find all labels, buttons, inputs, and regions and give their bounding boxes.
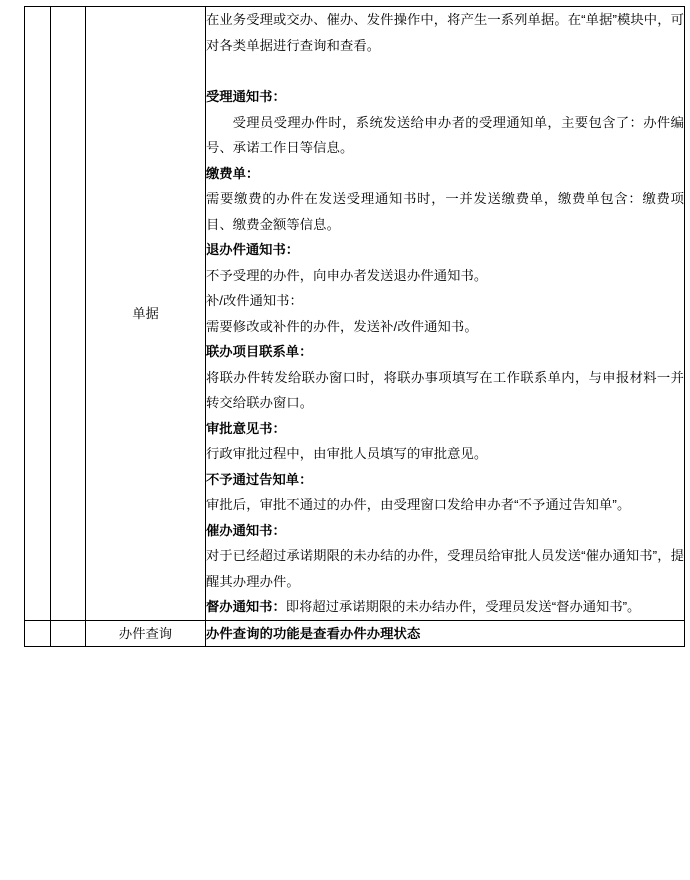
heading-acceptance-notice: 受理通知书： (206, 89, 286, 105)
blank-cell-level1 (25, 620, 51, 647)
content-table (24, 6, 685, 647)
table-row (25, 7, 685, 621)
row-label-documents (86, 7, 206, 621)
blank-cell-level1 (25, 7, 51, 621)
blank-cell-level2 (51, 620, 86, 647)
heading-rejection-notice: 退办件通知书： (206, 242, 300, 258)
heading-joint-contact-sheet: 联办项目联系单： (206, 344, 313, 360)
row-label-text: 办件查询 (118, 625, 173, 641)
paragraph-joint-contact-sheet: 将联办件转发给联办窗口时，将联办事项填写在工作联系单内，与申报材料一并转交给联办窗口。 (206, 369, 684, 411)
paragraph-acceptance-notice: 受理员受理办件时，系统发送给申办者的受理通知单，主要包含了：办件编号、承诺工作日等信息。 (206, 114, 684, 156)
row-label-case-query (86, 620, 206, 647)
paragraph-supervision-notice (206, 594, 684, 620)
heading-supervision-notice: 督办通知书： (206, 599, 286, 615)
heading-approval-opinion: 审批意见书： (206, 420, 286, 436)
table-row (25, 620, 685, 647)
paragraph-amend-notice: 需要修改或补件的办件，发送补/改件通知书。 (206, 318, 478, 334)
paragraph-approval-opinion: 行政审批过程中，由审批人员填写的审批意见。 (206, 446, 488, 462)
row-label-text: 单据 (132, 305, 159, 321)
paragraph-case-query: 办件查询的功能是查看办件办理状态 (206, 625, 421, 641)
blank-cell-level2 (51, 7, 86, 621)
paragraph-urging-notice: 对于已经超过承诺期限的未办结的办件，受理员给审批人员发送“催办通知书”，提醒其办理办件。 (206, 548, 684, 589)
row-content-documents (206, 7, 685, 621)
paragraph-payment-slip: 需要缴费的办件在发送受理通知书时，一并发送缴费单，缴费单包含：缴费项目、缴费金额等信息。 (206, 191, 684, 232)
heading-amend-notice: 补/改件通知书： (206, 293, 303, 309)
heading-payment-slip: 缴费单： (206, 165, 260, 181)
paragraph-intro: 在业务受理或交办、催办、发件操作中，将产生一系列单据。在“单据”模块中，可对各类单据进行查询和查看。 (206, 12, 684, 53)
row-content-case-query (206, 620, 685, 647)
paragraph-disapproval-notice: 审批后，审批不通过的办件，由受理窗口发给申办者“不予通过告知单”。 (206, 497, 631, 513)
heading-disapproval-notice: 不予通过告知单： (206, 471, 313, 487)
paragraph-spacer (206, 58, 684, 84)
heading-urging-notice: 催办通知书： (206, 522, 286, 538)
paragraph-rejection-notice: 不予受理的办件，向申办者发送退办件通知书。 (206, 267, 488, 283)
paragraph-supervision-notice-text: 即将超过承诺期限的未办结办件，受理员发送“督办通知书”。 (285, 599, 641, 615)
